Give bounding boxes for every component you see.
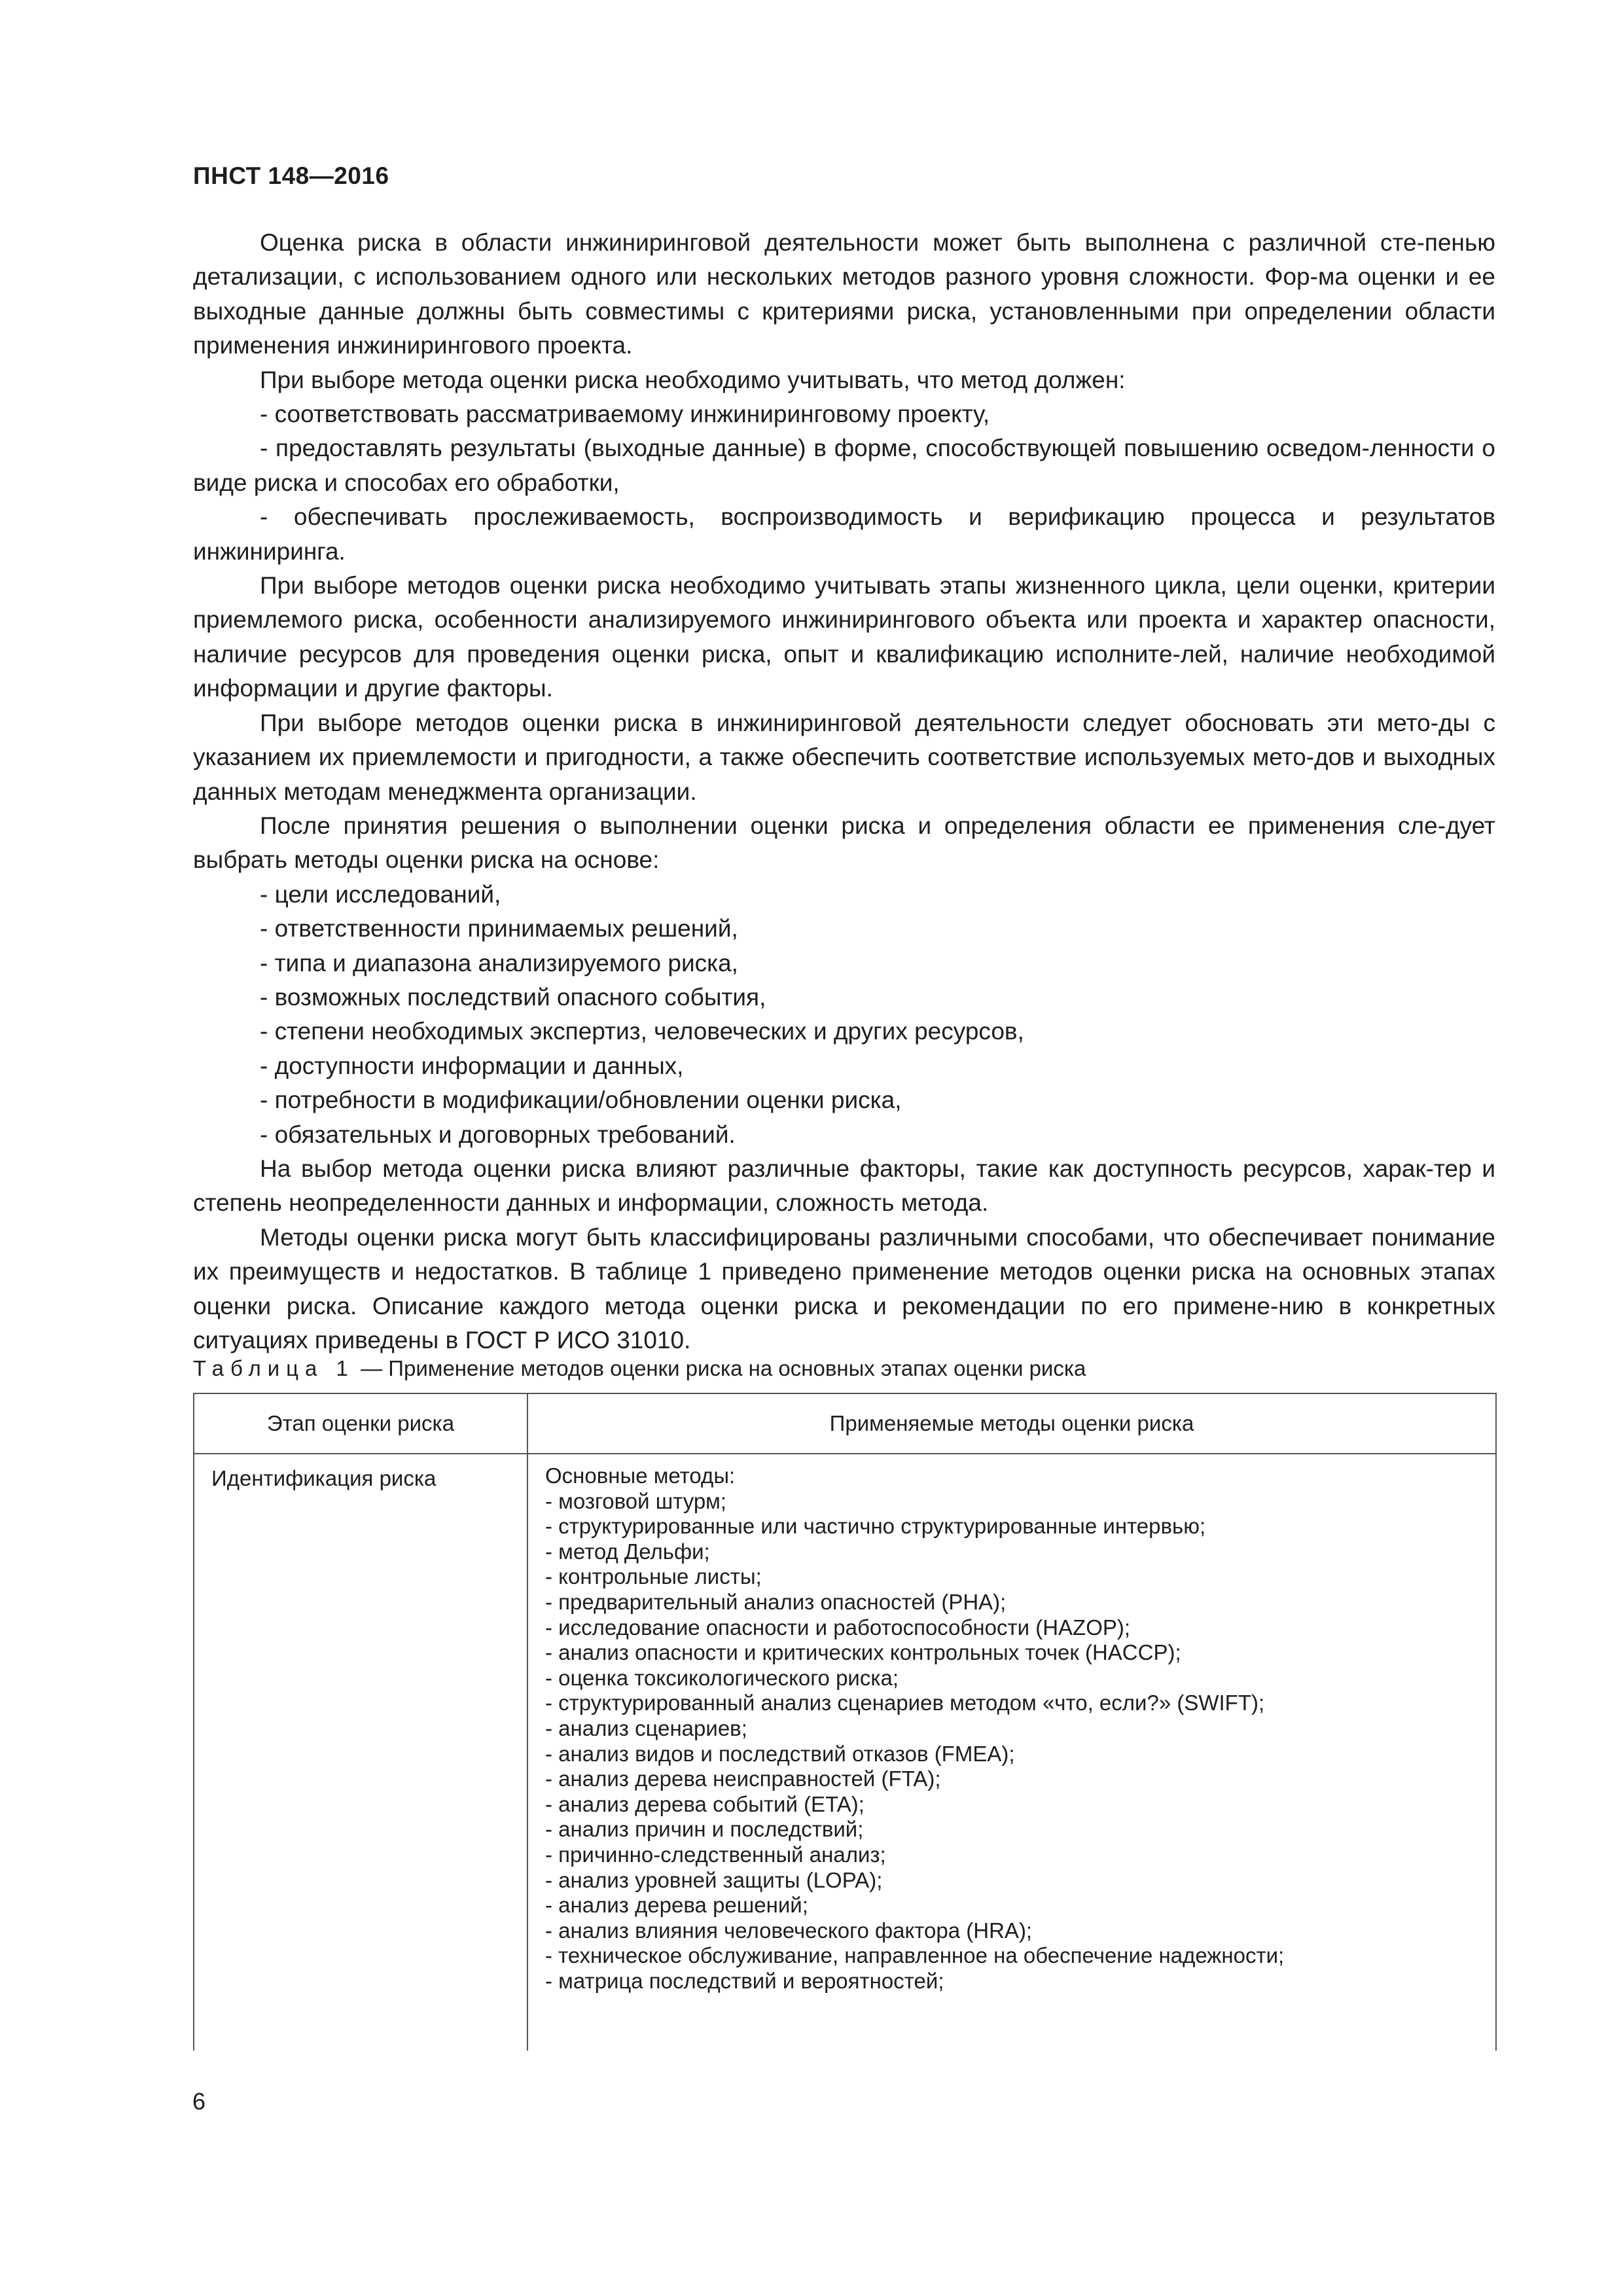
list-item: - типа и диапазона анализируемого риска,	[260, 949, 738, 977]
method-item: - матрица последствий и вероятностей;	[545, 1968, 944, 1993]
method-item: - техническое обслуживание, направленное на обеспечение надежности;	[545, 1943, 1285, 1968]
paragraph: Методы оценки риска могут быть классифицированы различными способами, что обеспечивает понимание их преимуществ и недостатков. В таблице 1 приведено применение методов оценки риска на основных этапах оценки риска. Описание каждого метода оценки риска и рекомендации по его примене-нию в конкретных ситуациях приведены в ГОСТ Р ИСО 31010.	[193, 1223, 1495, 1354]
table-caption-label: Таблица 1	[193, 1356, 355, 1380]
method-item: - анализ дерева неисправностей (FTA);	[545, 1767, 941, 1791]
document-id-header: ПНСТ 148—2016	[193, 162, 389, 189]
method-item: - анализ дерева событий (ETA);	[545, 1791, 865, 1816]
method-item: - анализ влияния человеческого фактора (HRA);	[545, 1918, 1033, 1943]
list-item: - доступности информации и данных,	[260, 1052, 684, 1079]
method-item: - структурированные или частично структурированные интервью;	[545, 1514, 1206, 1539]
paragraph: При выборе методов оценки риска необходимо учитывать этапы жизненного цикла, цели оценки, критерии приемлемого риска, особенности анализируемого инжинирингового объекта или проекта и характер опасности, наличие ресурсов для проведения оценки риска, опыт и квалификацию исполните-лей, наличие необходимой информации и другие факторы.	[193, 572, 1495, 702]
body-text	[193, 226, 1495, 1357]
method-item: - метод Дельфи;	[545, 1539, 710, 1564]
method-item: - причинно-следственный анализ;	[545, 1842, 886, 1867]
list-item: - степени необходимых экспертиз, человеческих и других ресурсов,	[260, 1018, 1024, 1045]
paragraph: При выборе метода оценки риска необходимо учитывать, что метод должен:	[260, 366, 1126, 393]
method-item: - контрольные листы;	[545, 1564, 762, 1589]
method-item: - анализ сценариев;	[545, 1715, 747, 1740]
method-item: - анализ дерева решений;	[545, 1893, 808, 1918]
table-header-row	[194, 1393, 1496, 1454]
table-caption-text: — Применение методов оценки риска на основных этапах оценки риска	[354, 1356, 1086, 1380]
paragraph: После принятия решения о выполнении оценки риска и определения области ее применения сле-дует выбрать методы оценки риска на основе:	[193, 812, 1495, 874]
methods-cell	[527, 1454, 1496, 2051]
paragraph: На выбор метода оценки риска влияют различные факторы, такие как доступность ресурсов, харак-тер и степень неопределенности данных и информации, сложность метода.	[193, 1155, 1495, 1217]
method-item: - предварительный анализ опасностей (PHA);	[545, 1589, 1007, 1614]
method-item: - анализ причин и последствий;	[545, 1817, 864, 1842]
list-item: - потребности в модификации/обновлении оценки риска,	[260, 1086, 902, 1114]
list-item: - ответственности принимаемых решений,	[260, 915, 738, 942]
column-header-stage: Этап оценки риска	[194, 1393, 527, 1454]
list-item: - цели исследований,	[260, 880, 501, 908]
method-item: - оценка токсикологического риска;	[545, 1665, 899, 1690]
list-item: - обеспечивать прослеживаемость, воспроизводимость и верификацию процесса и результатов инжиниринга.	[193, 503, 1495, 565]
table-row	[194, 1454, 1496, 2051]
page-number: 6	[192, 2088, 206, 2115]
list-item: - предоставлять результаты (выходные данные) в форме, способствующей повышению осведом-ленности о виде риска и способах его обработки,	[193, 435, 1495, 496]
method-item: - анализ опасности и критических контрольных точек (HACCP);	[545, 1640, 1181, 1665]
method-item: - анализ уровней защиты (LOPA);	[545, 1867, 883, 1892]
method-item: - мозговой штурм;	[545, 1488, 727, 1513]
paragraph: Оценка риска в области инжиниринговой деятельности может быть выполнена с различной сте-пенью детализации, с использованием одного или нескольких методов разного уровня сложности. Фор-ма оценки и ее выходные данные должны быть совместимы с критериями риска, установленными при определении области применения инжинирингового проекта.	[193, 229, 1495, 359]
list-item: - возможных последствий опасного события,	[260, 983, 766, 1011]
list-item: - соответствовать рассматриваемому инжиниринговому проекту,	[260, 401, 990, 428]
risk-methods-table	[193, 1393, 1497, 2051]
method-item: - анализ видов и последствий отказов (FMEA);	[545, 1741, 1015, 1766]
table-caption	[193, 1356, 1086, 1381]
list-item: - обязательных и договорных требований.	[260, 1121, 736, 1148]
methods-heading: Основные методы:	[545, 1463, 736, 1488]
stage-cell: Идентификация риска	[194, 1454, 527, 2051]
method-item: - структурированный анализ сценариев методом «что, если?» (SWIFT);	[545, 1691, 1265, 1715]
paragraph: При выборе методов оценки риска в инжиниринговой деятельности следует обосновать эти мето-ды с указанием их приемлемости и пригодности, а также обеспечить соответствие используемых мето-дов и выходных данных методам менеджмента организации.	[193, 709, 1495, 805]
methods-list	[545, 1489, 1482, 1994]
column-header-methods: Применяемые методы оценки риска	[527, 1393, 1496, 1454]
method-item: - исследование опасности и работоспособности (HAZOP);	[545, 1615, 1131, 1640]
